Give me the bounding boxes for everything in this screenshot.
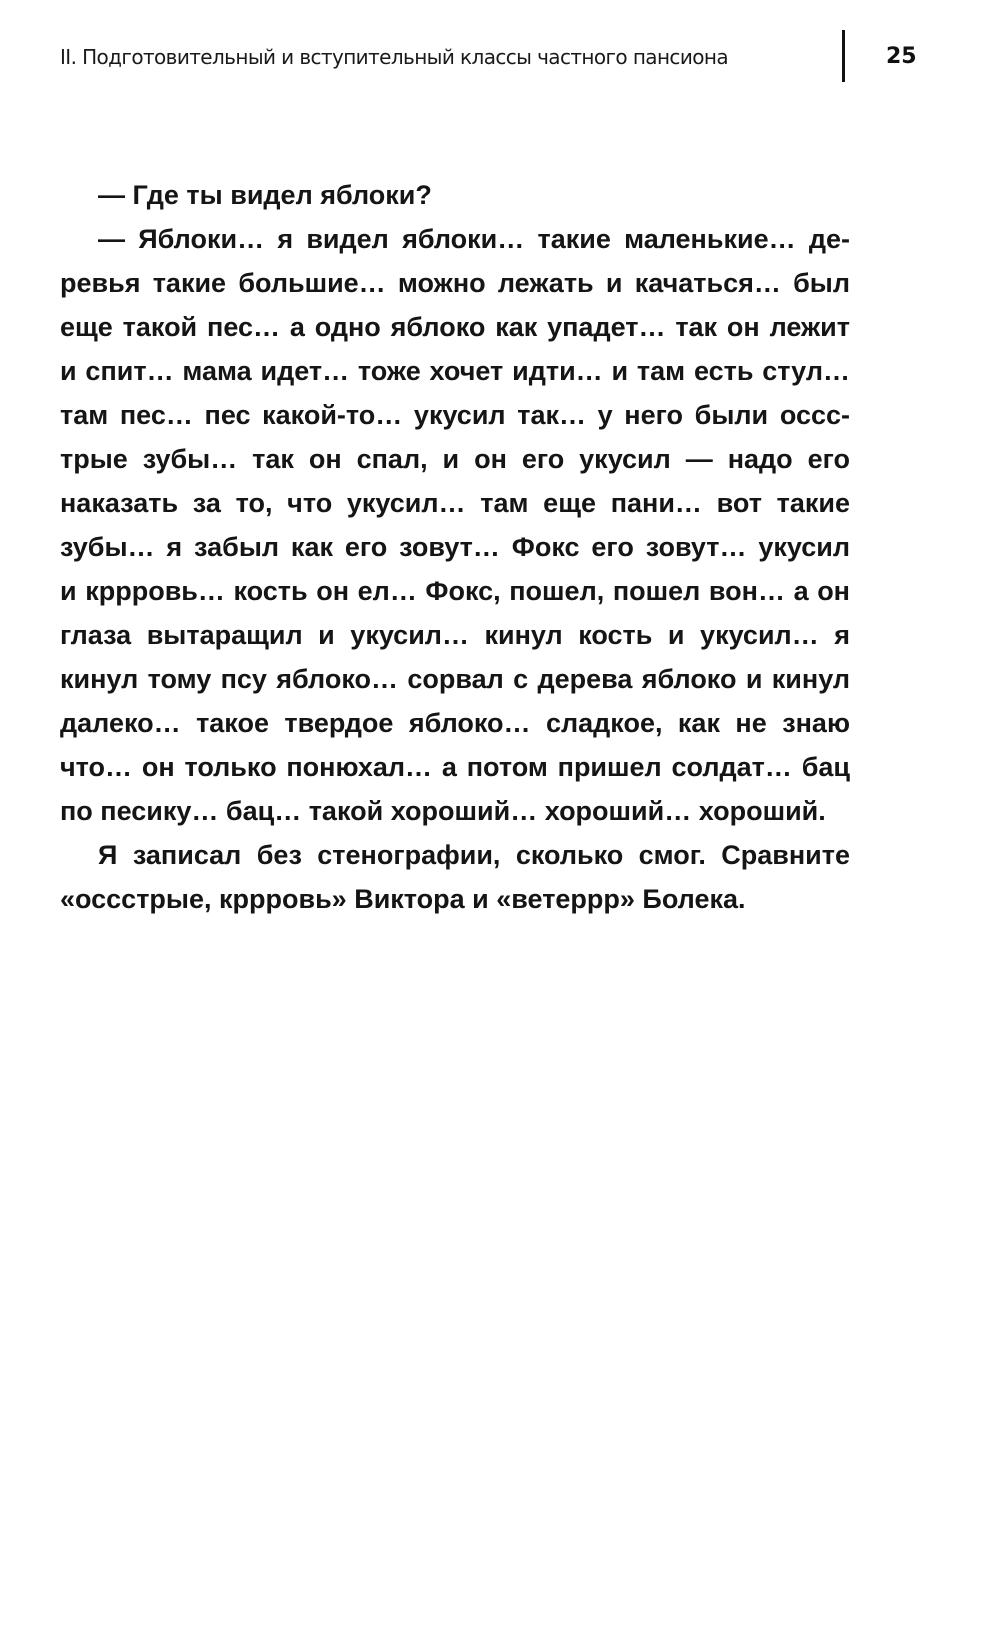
body-text	[60, 173, 850, 921]
text-line: Я записал без стенографии, сколько смог. Сравните	[98, 840, 850, 870]
page-number: 25	[886, 44, 917, 69]
text-line: далеко… такое твердое яблоко… сладкое, как не знаю	[60, 708, 850, 738]
text-line: там пес… пес какой-то… укусил так… у него были оссс-	[60, 400, 850, 430]
text-line: зубы… я забыл как его зовут… Фокс его зовут… укусил	[60, 532, 850, 562]
text-line: — Где ты видел яблоки?	[98, 180, 432, 210]
text-line: по песику… бац… такой хороший… хороший… хороший.	[60, 796, 826, 826]
running-header: II. Подготовительный и вступительный классы частного пансиона	[60, 45, 728, 69]
header-divider	[842, 30, 845, 82]
text-line: и спит… мама идет… тоже хочет идти… и там есть стул…	[60, 356, 850, 386]
text-line: что… он только понюхал… а потом пришел солдат… бац	[60, 752, 850, 782]
text-line: трые зубы… так он спал, и он его укусил — надо его	[60, 444, 850, 474]
text-line: наказать за то, что укусил… там еще пани… вот такие	[60, 488, 850, 518]
text-line: и кррровь… кость он ел… Фокс, пошел, пошел вон… а он	[60, 576, 850, 606]
text-line: — Яблоки… я видел яблоки… такие маленькие… де-	[98, 224, 850, 254]
text-line: ревья такие большие… можно лежать и качаться… был	[60, 268, 850, 298]
text-line: кинул тому псу яблоко… сорвал с дерева яблоко и кинул	[60, 664, 850, 694]
text-line: «оссстрые, кррровь» Виктора и «ветеррр» Болека.	[60, 884, 746, 914]
text-line: еще такой пес… а одно яблоко как упадет… так он лежит	[60, 312, 850, 342]
text-line: глаза вытаращил и укусил… кинул кость и укусил… я	[60, 620, 850, 650]
